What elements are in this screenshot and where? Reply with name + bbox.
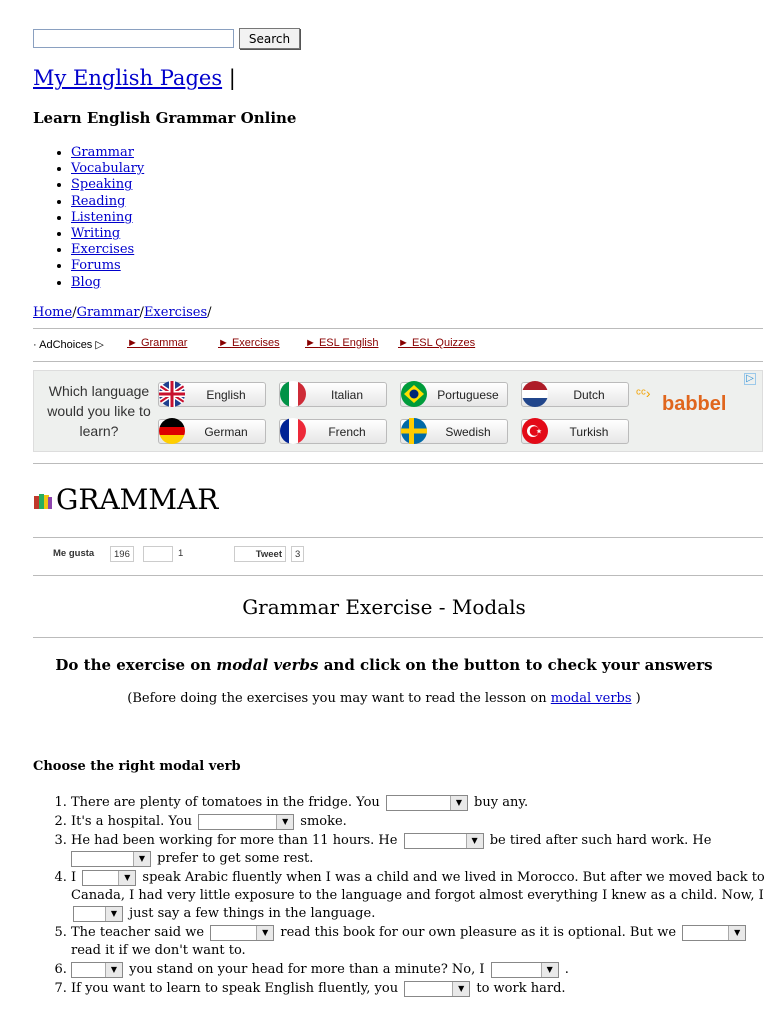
exercise-item: 5. The teacher said we ▼ read this book for our own pleasure as it is optional. But we ▼ read it if we don't want to. [71,924,768,960]
italy-flag-icon [279,380,307,408]
lang-button-dutch[interactable]: Dutch [521,382,629,407]
answer-select[interactable] [404,981,470,997]
like-count: 196 [110,546,134,562]
divider [33,637,763,638]
exercise-item: 6. ▼ you stand on your head for more than a minute? No, I ▼ . [71,961,768,979]
tweet-button[interactable]: Tweet [234,546,286,562]
germany-flag-icon [158,417,186,445]
ad-question: Which language would you like to learn? [47,383,151,439]
plusone-button[interactable] [143,546,173,562]
france-flag-icon [279,417,307,445]
lang-button-italian[interactable]: Italian [279,382,387,407]
nav-writing[interactable]: Writing [71,226,121,242]
answer-select[interactable] [210,925,274,941]
lang-button-portuguese[interactable]: Portuguese [400,382,508,407]
plusone-count: 1 [175,546,186,562]
exercise-item: 1. There are plenty of tomatoes in the fridge. You ▼ buy any. [71,794,768,812]
page-heading: GRAMMAR [56,483,219,516]
language-ad[interactable] [33,370,763,452]
lang-button-german[interactable]: German [158,419,266,444]
lang-button-turkish[interactable]: Turkish [521,419,629,444]
answer-select[interactable] [404,833,484,849]
answer-select[interactable] [198,814,294,830]
nav-grammar[interactable]: Grammar [71,145,134,160]
dropdown-arrow-icon: ▼ [256,926,273,940]
modal-verbs-lesson-link[interactable]: modal verbs [550,691,632,706]
dropdown-arrow-icon: ▼ [118,871,135,885]
dropdown-arrow-icon: ▼ [105,907,122,921]
divider [33,575,763,576]
uk-flag-icon [158,380,186,408]
exercise-note: (Before doing the exercises you may want to read the lesson on modal verbs ) [127,691,641,706]
exercise-subtitle: Do the exercise on modal verbs and click on the button to check your answers [55,656,713,674]
answer-select[interactable] [82,870,136,886]
nav-blog[interactable]: Blog [71,274,101,290]
ad-link-esl-english[interactable]: ► ESL English [305,337,379,349]
nav-listening[interactable]: Listening [71,209,133,225]
nav-speaking[interactable]: Speaking [71,177,133,193]
nav-exercises[interactable]: Exercises [71,242,135,258]
site-title [33,66,236,90]
ad-link-exercises[interactable]: ► Exercises [218,337,280,349]
dropdown-arrow-icon: ▼ [133,852,150,866]
answer-select[interactable] [682,925,746,941]
site-title-link[interactable]: My English Pages [33,66,223,90]
exercise-instruction: Choose the right modal verb [33,759,241,774]
exercise-title: Grammar Exercise - Modals [242,595,526,619]
social-buttons [33,545,763,565]
lang-button-english[interactable]: English [158,382,266,407]
ad-link-grammar[interactable]: ► Grammar [127,337,188,349]
dropdown-arrow-icon: ▼ [450,796,467,810]
answer-select[interactable] [71,962,123,978]
search-input[interactable] [33,29,234,48]
netherlands-flag-icon [521,380,549,408]
ad-links-bar [33,336,763,354]
babbel-logo-icon: ᶜᶜ› [636,385,651,401]
divider [33,463,763,464]
answer-select[interactable] [491,962,559,978]
nav-vocabulary[interactable]: Vocabulary [71,161,145,177]
dropdown-arrow-icon: ▼ [466,834,483,848]
lang-button-swedish[interactable]: Swedish [400,419,508,444]
exercise-item: 3. He had been working for more than 11 hours. He ▼ be tired after such hard work. He ▼ prefer to get some rest. [71,832,768,868]
breadcrumb-exercises[interactable]: Exercises [143,305,208,320]
exercise-item: 7. If you want to learn to speak English fluently, you ▼ to work hard. [71,980,768,998]
answer-select[interactable] [386,795,468,811]
turkey-flag-icon [521,417,549,445]
dropdown-arrow-icon: ▼ [452,982,469,996]
sweden-flag-icon [400,417,428,445]
divider [33,537,763,538]
divider [33,328,763,329]
breadcrumb: Home/Grammar/Exercises/ [33,305,212,320]
answer-select[interactable] [71,851,151,867]
search-button[interactable]: Search [239,28,300,49]
tweet-count: 3 [291,546,304,562]
exercise-list [33,794,768,999]
lang-button-french[interactable]: French [279,419,387,444]
site-tagline: Learn English Grammar Online [33,109,297,127]
ad-info-icon[interactable]: ▷ [744,373,756,385]
ad-link-esl-quizzes[interactable]: ► ESL Quizzes [398,337,476,349]
books-icon [33,490,53,510]
main-nav [53,145,144,291]
nav-reading[interactable]: Reading [71,193,126,209]
babbel-logo[interactable]: babbel [662,393,727,415]
exercise-item: 2. It's a hospital. You ▼ smoke. [71,813,768,831]
dropdown-arrow-icon: ▼ [276,815,293,829]
like-button[interactable]: Me gusta [53,548,95,559]
brazil-flag-icon [400,380,428,408]
adchoices-label[interactable]: · AdChoices ▷ [33,339,104,351]
dropdown-arrow-icon: ▼ [728,926,745,940]
exercise-item: 4. I ▼ speak Arabic fluently when I was a child and we lived in Morocco. But after we moved back to Canada, I had very little exposure to the language and forgot almost everything I knew as a child. Now, I ▼ just say a few things in the language. [71,869,768,923]
divider [33,361,763,362]
breadcrumb-home[interactable]: Home [33,305,73,320]
dropdown-arrow-icon: 6. ▼ [105,963,122,977]
title-separator: | [228,66,236,90]
breadcrumb-grammar[interactable]: Grammar [76,305,140,320]
nav-forums[interactable]: Forums [71,258,121,274]
answer-select[interactable] [73,906,123,922]
dropdown-arrow-icon: ▼ [541,963,558,977]
